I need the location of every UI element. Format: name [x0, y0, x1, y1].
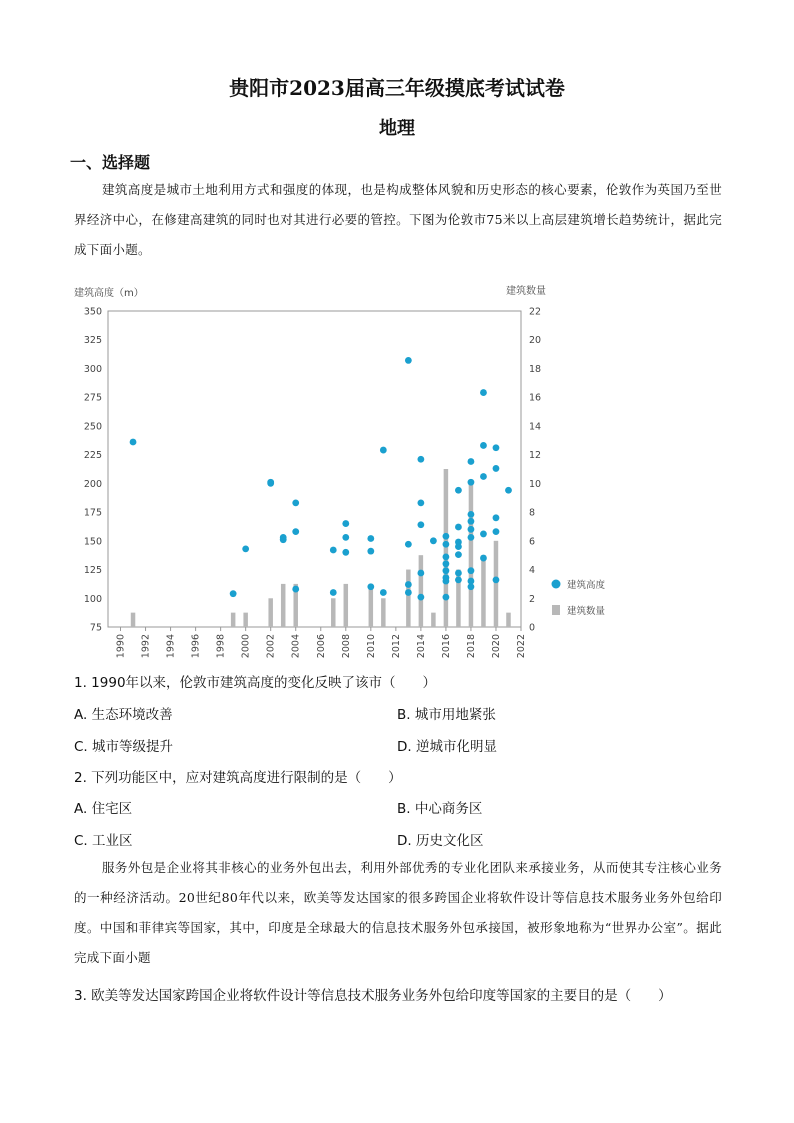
height-point	[280, 536, 287, 543]
height-point	[342, 520, 349, 527]
left-tick-label: 225	[83, 450, 102, 462]
count-bar	[431, 613, 436, 627]
height-point	[405, 541, 412, 548]
x-tick-label: 1994	[165, 634, 177, 659]
height-point	[330, 547, 337, 554]
left-tick-label: 300	[83, 363, 102, 375]
height-point	[468, 458, 475, 465]
count-bar	[231, 613, 236, 627]
right-tick-label: 18	[529, 363, 542, 375]
passage-1: 建筑高度是城市土地利用方式和强度的体现，也是构成整体风貌和历史形态的核心要素，伦敦作为英国乃至世界经济中心，在修建高建筑的同时也对其进行必要的管控。下图为伦敦市75米以上高层建筑增长趋势统计，据此完成下面小题。	[74, 182, 722, 257]
height-point	[330, 589, 337, 596]
height-point	[443, 560, 450, 567]
right-axis-title: 建筑数量	[506, 286, 546, 297]
count-bar	[369, 584, 374, 627]
height-point	[468, 578, 475, 585]
height-point	[443, 533, 450, 540]
left-tick-label: 150	[83, 536, 102, 548]
question-1-stem: 1. 1990年以来，伦敦市建筑高度的变化反映了该市（ ）	[74, 675, 437, 691]
x-tick-label: 2010	[365, 634, 377, 659]
exam-title: 贵阳市2023届高三年级摸底考试试卷	[229, 76, 565, 100]
right-tick-label: 0	[529, 622, 536, 634]
height-point	[443, 554, 450, 561]
height-point	[417, 499, 424, 506]
question-1-option-d[interactable]: D. 逆城市化明显	[397, 739, 497, 755]
legend-count-label: 建筑数量	[567, 606, 606, 617]
question-2-option-c[interactable]: C. 工业区	[74, 833, 133, 849]
height-point	[417, 456, 424, 463]
height-point	[480, 442, 487, 449]
x-tick-label: 2008	[340, 634, 352, 659]
height-point	[342, 549, 349, 556]
height-point	[468, 511, 475, 518]
left-tick-label: 200	[83, 478, 102, 490]
left-tick-label: 325	[83, 335, 102, 347]
x-tick-label: 2000	[240, 634, 252, 659]
x-tick-label: 2014	[415, 634, 427, 659]
count-bar	[268, 598, 273, 627]
height-point	[380, 447, 387, 454]
building-chart	[70, 280, 630, 660]
right-tick-label: 16	[529, 392, 542, 404]
x-tick-label: 2004	[290, 634, 302, 659]
question-2-option-b[interactable]: B. 中心商务区	[397, 801, 483, 817]
count-bar	[481, 555, 486, 627]
height-point	[455, 551, 462, 558]
height-point	[405, 581, 412, 588]
left-tick-label: 175	[83, 507, 102, 519]
question-3-stem: 3. 欧美等发达国家跨国企业将软件设计等信息技术服务业务外包给印度等国家的主要目的是（ ）	[74, 988, 672, 1004]
height-point	[417, 521, 424, 528]
x-tick-label: 2016	[440, 634, 452, 659]
right-tick-label: 22	[529, 306, 542, 318]
height-point	[468, 479, 475, 486]
count-bar	[344, 584, 349, 627]
height-point	[493, 444, 500, 451]
right-tick-label: 12	[529, 450, 542, 462]
height-point	[455, 539, 462, 546]
height-point	[505, 487, 512, 494]
x-tick-label: 2020	[490, 634, 502, 659]
count-bar	[381, 598, 386, 627]
height-point	[342, 534, 349, 541]
right-tick-label: 10	[529, 478, 542, 490]
x-tick-label: 2006	[315, 634, 327, 659]
question-1-option-a[interactable]: A. 生态环境改善	[74, 707, 173, 723]
height-point	[405, 589, 412, 596]
count-bar	[419, 555, 424, 627]
question-2-option-d[interactable]: D. 历史文化区	[397, 833, 484, 849]
legend-height-label: 建筑高度	[567, 580, 606, 591]
left-tick-label: 125	[83, 565, 102, 577]
height-point	[292, 586, 299, 593]
height-point	[468, 518, 475, 525]
height-point	[367, 548, 374, 555]
question-2-option-a[interactable]: A. 住宅区	[74, 801, 133, 817]
height-point	[493, 576, 500, 583]
count-bar	[243, 613, 248, 627]
height-point	[468, 567, 475, 574]
height-point	[468, 526, 475, 533]
section-heading: 一、选择题	[70, 153, 151, 172]
height-point	[417, 594, 424, 601]
x-tick-label: 1998	[215, 634, 227, 659]
height-point	[493, 514, 500, 521]
height-point	[443, 567, 450, 574]
count-bar	[444, 469, 449, 627]
height-point	[367, 583, 374, 590]
height-point	[130, 439, 137, 446]
height-point	[480, 555, 487, 562]
height-point	[468, 534, 475, 541]
height-point	[480, 473, 487, 480]
height-point	[292, 499, 299, 506]
height-point	[430, 537, 437, 544]
left-tick-label: 350	[83, 306, 102, 318]
height-point	[493, 465, 500, 472]
height-point	[230, 590, 237, 597]
legend-height-marker	[552, 580, 561, 589]
right-tick-label: 20	[529, 335, 542, 347]
question-1-option-c[interactable]: C. 城市等级提升	[74, 739, 174, 755]
x-tick-label: 1992	[140, 634, 152, 659]
right-tick-label: 6	[529, 536, 536, 548]
height-point	[367, 535, 374, 542]
height-point	[242, 545, 249, 552]
height-point	[455, 576, 462, 583]
x-tick-label: 2012	[390, 634, 402, 659]
legend-count-marker	[552, 605, 560, 615]
count-bar	[406, 570, 411, 627]
height-point	[443, 574, 450, 581]
right-tick-label: 4	[529, 565, 536, 577]
height-point	[455, 570, 462, 577]
height-point	[267, 480, 274, 487]
height-point	[443, 541, 450, 548]
height-point	[480, 389, 487, 396]
question-1-option-b[interactable]: B. 城市用地紧张	[397, 707, 496, 723]
x-tick-label: 2002	[265, 634, 277, 659]
left-axis-title: 建筑高度（m）	[74, 288, 144, 299]
count-bar	[506, 613, 511, 627]
height-point	[417, 570, 424, 577]
left-tick-label: 100	[83, 593, 102, 605]
left-tick-label: 75	[89, 622, 102, 634]
height-point	[380, 589, 387, 596]
height-point	[455, 487, 462, 494]
x-tick-label: 2022	[516, 634, 527, 659]
count-bar	[281, 584, 286, 627]
count-bar	[469, 483, 474, 627]
x-tick-label: 2018	[465, 634, 477, 659]
x-tick-label: 1996	[190, 634, 202, 659]
question-2-stem: 2. 下列功能区中，应对建筑高度进行限制的是（ ）	[74, 770, 402, 786]
height-point	[292, 528, 299, 535]
height-point	[480, 531, 487, 538]
count-bar	[494, 541, 499, 627]
count-bar	[131, 613, 136, 627]
left-tick-label: 275	[83, 392, 102, 404]
x-tick-label: 1990	[115, 634, 127, 659]
count-bar	[331, 598, 336, 627]
height-point	[455, 524, 462, 531]
right-tick-label: 14	[529, 421, 542, 433]
height-point	[405, 357, 412, 364]
passage-2: 服务外包是企业将其非核心的业务外包出去，利用外部优秀的专业化团队来承接业务，从而使其专注核心业务的一种经济活动。20世纪80年代以来，欧美等发达国家的很多跨国企业将软件设计等信息技术服务业务外包给印度。中国和菲律宾等国家，其中，印度是全球最大的信息技术服务外包承接国，被形象地称为“世界办公室”。据此完成下面小题	[74, 860, 722, 965]
right-tick-label: 2	[529, 593, 536, 605]
height-point	[443, 594, 450, 601]
height-point	[493, 528, 500, 535]
right-tick-label: 8	[529, 507, 536, 519]
subject-title: 地理	[379, 118, 415, 139]
left-tick-label: 250	[83, 421, 102, 433]
